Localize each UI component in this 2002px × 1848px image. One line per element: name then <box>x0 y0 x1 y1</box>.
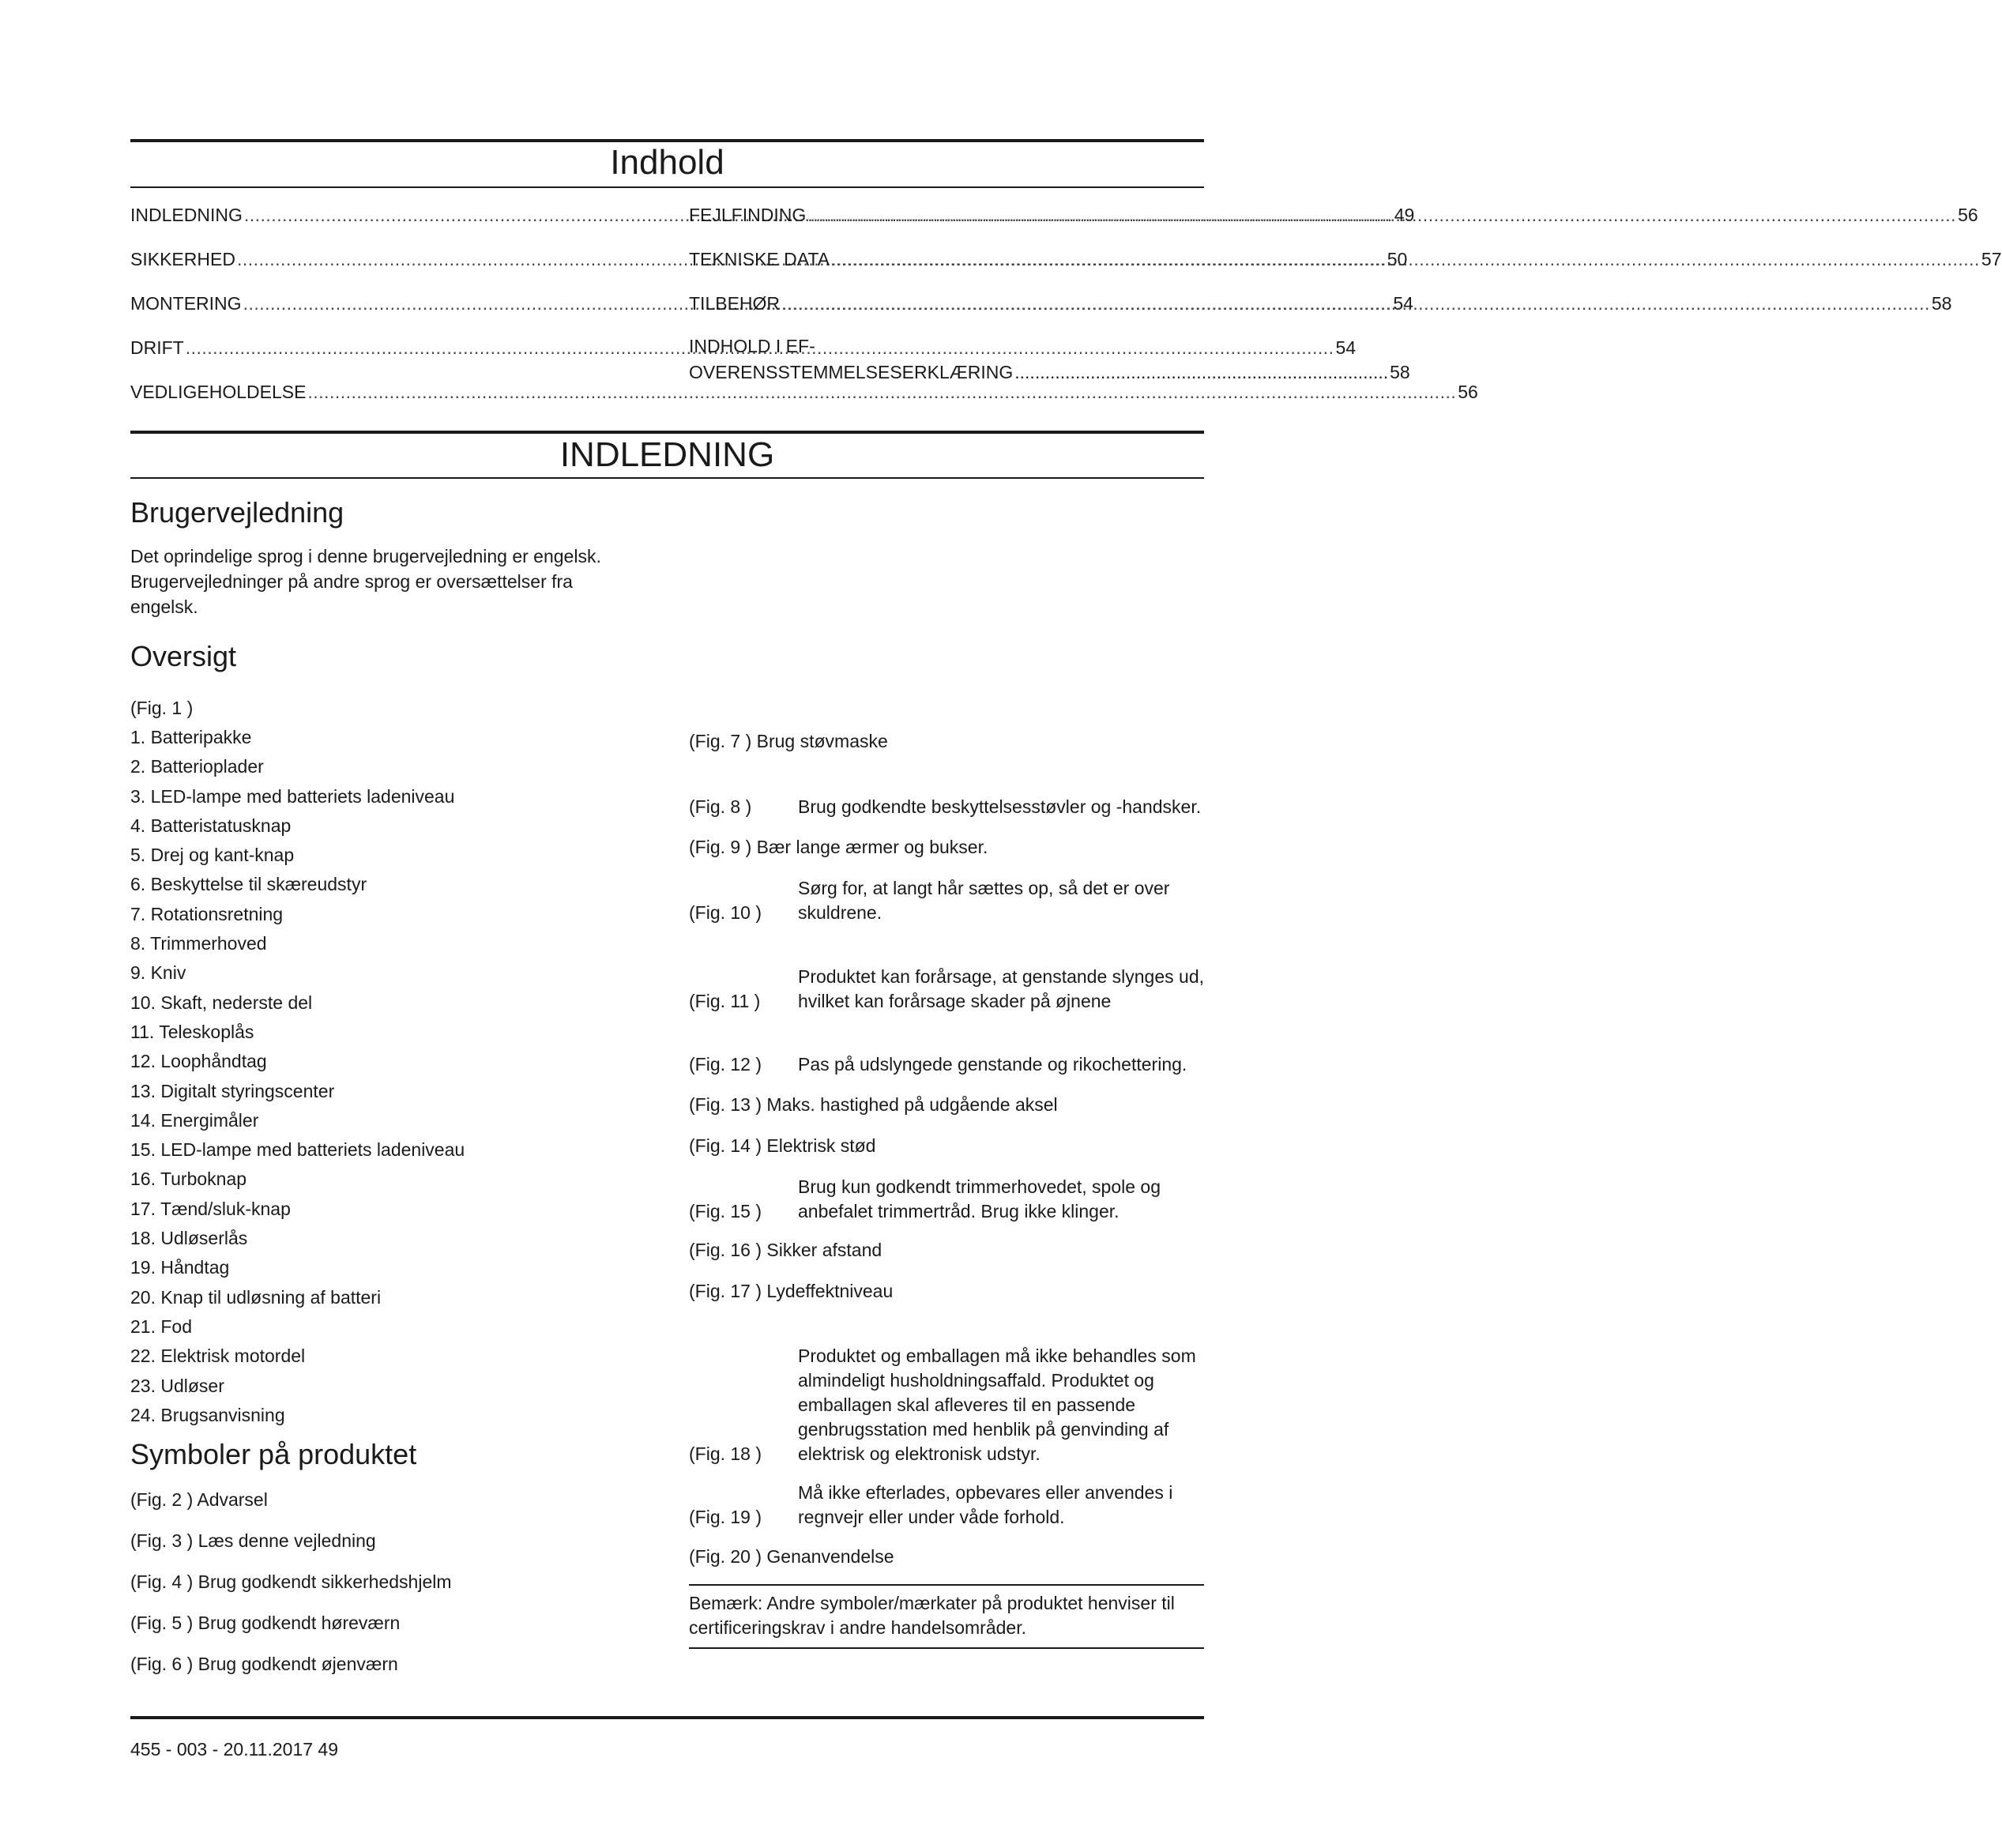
toc-page: 58 <box>1390 362 1410 382</box>
symbol-fig-label: (Fig. 18 ) <box>689 1443 762 1464</box>
symbol-entry <box>689 1175 1206 1224</box>
list-item: 12. Loophåndtag <box>130 1051 267 1072</box>
list-item: 11. Teleskoplås <box>130 1021 254 1042</box>
symbol-entry: (Fig. 4 ) Brug godkendt sikkerhedshjelm <box>130 1571 452 1592</box>
list-item: 16. Turboknap <box>130 1169 247 1190</box>
toc-entry[interactable]: DRIFT ..... 54 <box>130 337 647 381</box>
footer-text: 455 - 003 - 20.11.2017 49 <box>130 1739 339 1760</box>
symbol-entry: (Fig. 6 ) Brug godkendt øjenværn <box>130 1654 398 1674</box>
list-item: 17. Tænd/sluk-knap <box>130 1198 291 1219</box>
list-item: 23. Udløser <box>130 1375 224 1396</box>
toc-entry[interactable]: TILBEHØR ..... 58 <box>689 292 1206 337</box>
symbol-entry: (Fig. 13 ) Maks. hastighed på udgående aksel <box>689 1094 1058 1115</box>
toc-entry-line: OVERENSSTEMMELSESERKLÆRING <box>689 362 1014 382</box>
manual-text: Det oprindelige sprog i denne brugervejledning er engelsk. Brugervejledninger på andre sprog er oversættelser fra engelsk. <box>130 546 601 617</box>
symbol-entry <box>689 1028 1206 1077</box>
overview-fig-ref: (Fig. 1 ) <box>130 698 194 718</box>
symbol-fig-text: Brug kun godkendt trimmerhovedet, spole og anbefalet trimmertråd. Brug ikke klinger. <box>798 1176 1161 1221</box>
symbol-entry: (Fig. 16 ) Sikker afstand <box>689 1240 882 1260</box>
list-item: 9. Kniv <box>130 962 186 984</box>
list-item: 10. Skaft, nederste del <box>130 992 313 1013</box>
section-title: INDLEDNING <box>559 435 775 474</box>
symbol-fig-label: (Fig. 15 ) <box>689 1201 762 1221</box>
list-item: 14. Energimåler <box>130 1109 259 1131</box>
symbol-entry <box>689 940 1206 1014</box>
symbol-fig-label: (Fig. 11 ) <box>689 991 761 1011</box>
list-item: 2. Batterioplader <box>130 756 264 777</box>
symbol-fig-text: Brug godkendte beskyttelsesstøvler og -handsker. <box>798 796 1202 817</box>
symbol-entry <box>689 770 1206 819</box>
note-bottom-rule <box>689 1647 1204 1649</box>
note-top-rule <box>689 1584 1204 1586</box>
footer-rule <box>130 1716 1204 1719</box>
symbol-fig-label: (Fig. 8 ) <box>689 796 752 817</box>
symbol-entry: (Fig. 2 ) Advarsel <box>130 1489 268 1510</box>
list-item: 21. Fod <box>130 1315 192 1337</box>
list-item: 22. Elektrisk motordel <box>130 1346 306 1367</box>
symbol-fig-text: Pas på udslyngede genstande og rikochettering. <box>798 1054 1187 1075</box>
symbols-right-column <box>689 0 1206 1848</box>
list-item: 20. Knap til udløsning af batteri <box>130 1286 382 1308</box>
symbol-fig-text: Produktet og emballagen må ikke behandles som almindeligt husholdningsaffald. Produktet og emballagen skal afleveres til en passende genbrugsstation med henblik på genvinding af elektrisk og elektronisk udstyr. <box>798 1346 1196 1464</box>
toc-dots: .......................................................................... <box>1014 362 1389 382</box>
toc-entry[interactable]: TEKNISKE DATA ..... 57 <box>689 248 1206 292</box>
list-item: 5. Drej og kant-knap <box>130 845 295 866</box>
list-item: 1. Batteripakke <box>130 727 252 747</box>
symbol-fig-label: (Fig. 12 ) <box>689 1054 762 1075</box>
toc-entry[interactable]: VEDLIGEHOLDELSE ..... 56 <box>130 381 647 425</box>
symbol-fig-text: Må ikke efterlades, opbevares eller anvendes i regnvejr eller under våde forhold. <box>798 1482 1173 1527</box>
list-item: 7. Rotationsretning <box>130 903 284 924</box>
overview-list <box>130 723 465 1430</box>
symbol-entry <box>689 876 1206 925</box>
list-item: 15. LED-lampe med batteriets ladeniveau <box>130 1139 465 1161</box>
symbol-entry: (Fig. 5 ) Brug godkendt høreværn <box>130 1613 401 1633</box>
symbol-fig-text: Sørg for, at langt hår sættes op, så det er over skuldrene. <box>798 878 1170 923</box>
symbol-fig-label: (Fig. 10 ) <box>689 902 762 923</box>
list-item: 18. Udløserlås <box>130 1228 248 1249</box>
list-item: 4. Batteristatusknap <box>130 815 292 836</box>
symbol-entry: (Fig. 20 ) Genanvendelse <box>689 1546 894 1567</box>
symbol-entry <box>689 1481 1206 1530</box>
toc-title: Indhold <box>610 143 724 182</box>
symbol-entry: (Fig. 14 ) Elektrisk stød <box>689 1135 876 1156</box>
list-item: 6. Beskyttelse til skæreudstyr <box>130 874 367 895</box>
symbol-entry: (Fig. 3 ) Læs denne vejledning <box>130 1530 376 1551</box>
list-item: 3. LED-lampe med batteriets ladeniveau <box>130 785 455 807</box>
symbol-fig-label: (Fig. 19 ) <box>689 1507 762 1527</box>
symbol-entry: (Fig. 9 ) Bær lange ærmer og bukser. <box>689 837 988 857</box>
toc-entry-line: INDHOLD I EF- <box>689 336 815 356</box>
manual-heading: Brugervejledning <box>130 496 344 529</box>
list-item: 19. Håndtag <box>130 1257 230 1278</box>
list-item: 24. Brugsanvisning <box>130 1404 285 1425</box>
toc-entry[interactable]: INDLEDNING ..... 49 <box>130 204 647 248</box>
symbol-entry <box>689 1319 1206 1466</box>
symbol-entry: (Fig. 17 ) Lydeffektniveau <box>689 1281 894 1301</box>
note-text: Bemærk: Andre symboler/mærkater på produktet henviser til certificeringskrav i andre handelsområder. <box>689 1593 1175 1638</box>
toc-entry[interactable]: FEJLFINDING ..... 56 <box>689 204 1206 248</box>
symbol-fig-text: Produktet kan forårsage, at genstande slynges ud, hvilket kan forårsage skader på øjnene <box>798 966 1204 1011</box>
overview-heading: Oversigt <box>130 640 237 672</box>
list-item: 13. Digitalt styringscenter <box>130 1080 335 1101</box>
toc-entry[interactable]: MONTERING ..... 54 <box>130 292 647 337</box>
symbols-heading: Symboler på produktet <box>130 1438 417 1470</box>
list-item: 8. Trimmerhoved <box>130 933 267 954</box>
toc-entry[interactable]: SIKKERHED ..... 50 <box>130 248 647 292</box>
symbol-entry: (Fig. 7 ) Brug støvmaske <box>689 731 888 751</box>
